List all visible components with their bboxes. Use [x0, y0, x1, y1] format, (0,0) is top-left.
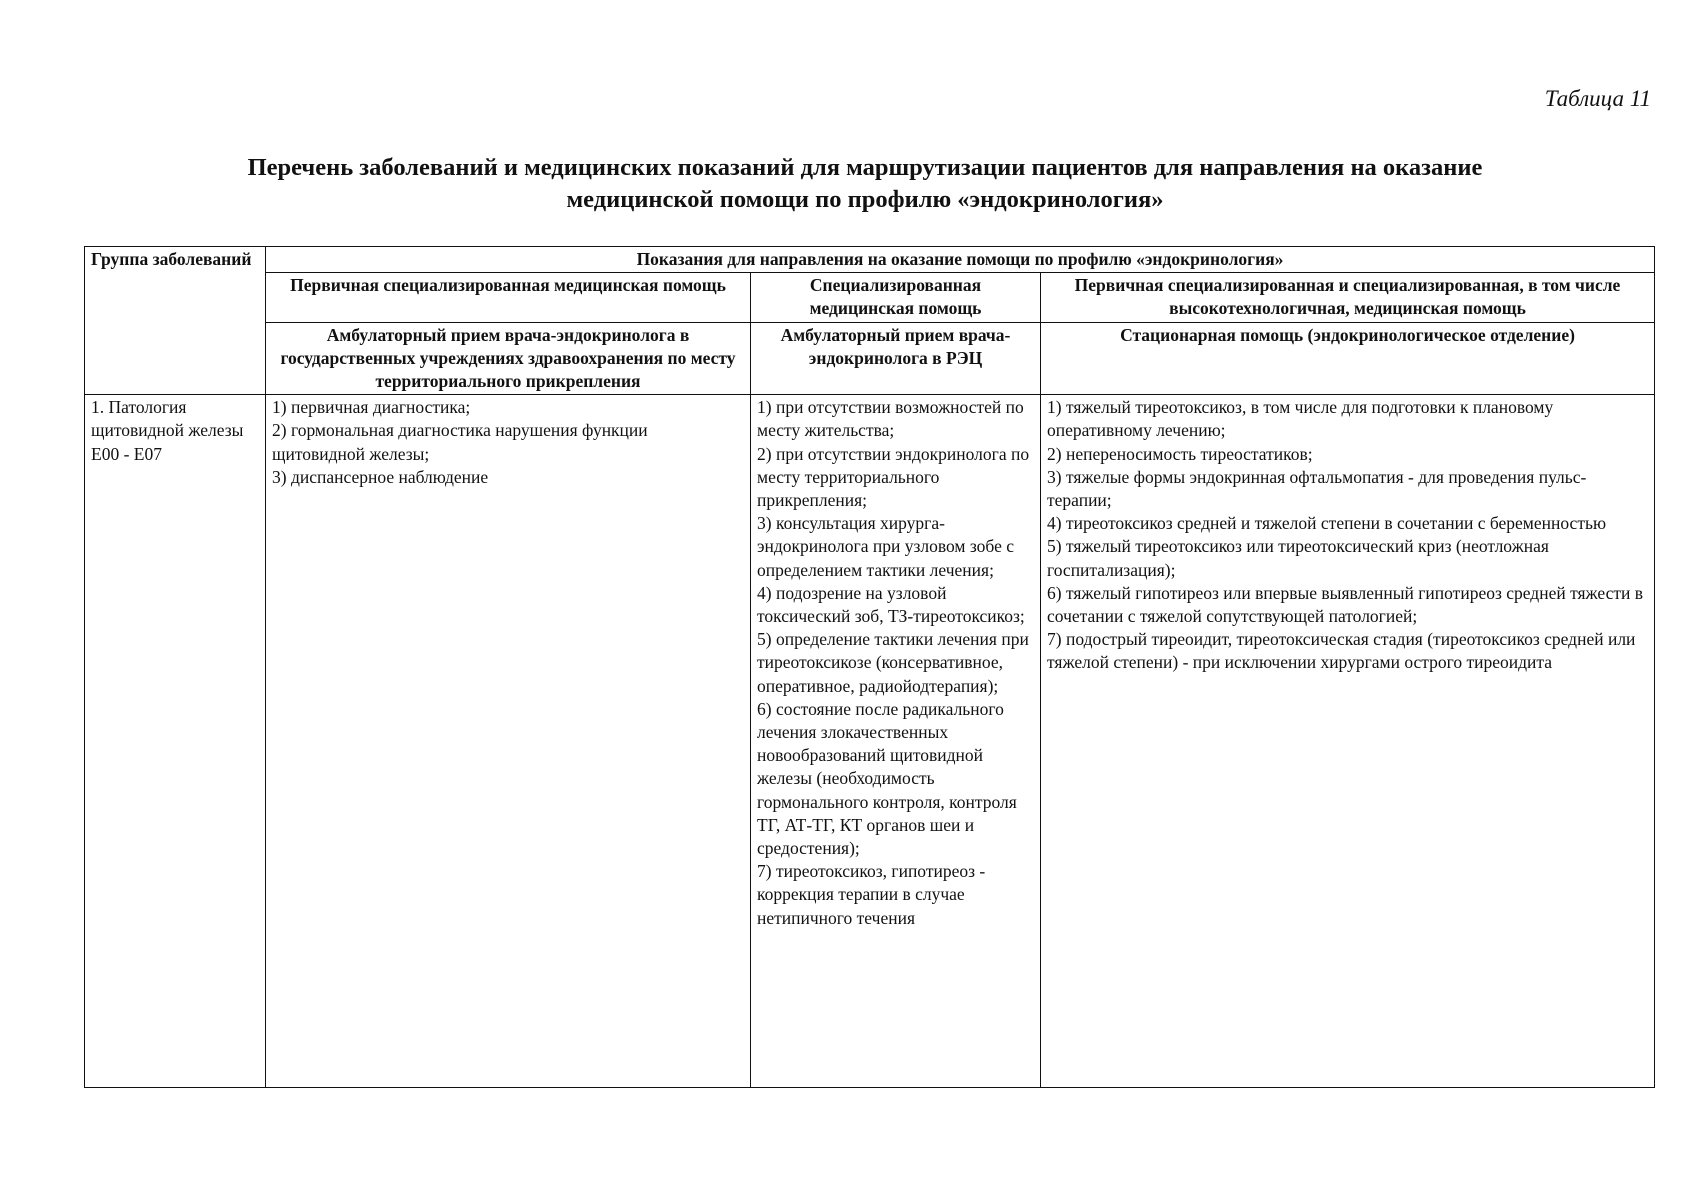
list-item: 6) состояние после радикального лечения злокачественных новообразований щитовидной железы (необходимость гормонального контроля, контроля ТГ, АТ-ТГ, КТ органов шеи и средостения);: [757, 698, 1017, 859]
list-item: 3) тяжелые формы эндокринная офтальмопатия - для проведения пульс-терапии;: [1047, 466, 1587, 511]
document-title: [100, 152, 1630, 216]
list-item: 1) при отсутствии возможностей по месту жительства;: [757, 397, 1024, 441]
header-row-3: [85, 322, 1655, 395]
subheader-specialized: Специализированная медицинская помощь: [751, 273, 1041, 322]
list-item: 2) гормональная диагностика нарушения функции щитовидной железы;: [272, 420, 648, 464]
cell-inpatient: [1041, 395, 1655, 1088]
list-item: 1) тяжелый тиреотоксикоз, в том числе для подготовки к плановому оперативному лечению;: [1047, 397, 1554, 441]
list-item: 2) непереносимость тиреостатиков;: [1047, 443, 1313, 464]
list-item: 5) определение тактики лечения при тиреотоксикозе (консервативное, оперативное, радиойодтерапия);: [757, 629, 1029, 696]
list-item: 2) при отсутствии эндокринолога по месту территориального прикрепления;: [757, 443, 1030, 511]
list-item: 4) подозрение на узловой токсический зоб, ТЗ-тиреотоксикоз;: [757, 582, 1025, 627]
list-item: 7) тиреотоксикоз, гипотиреоз - коррекция терапии в случае нетипичного течения: [757, 861, 986, 928]
title-line-1: Перечень заболеваний и медицинских показаний для маршрутизации пациентов для направления на оказание: [247, 154, 1483, 181]
cell-primary: [266, 395, 751, 1088]
list-item: 6) тяжелый гипотиреоз или впервые выявленный гипотиреоз средней тяжести в сочетании с тяжелой сопутствующей патологией;: [1047, 582, 1644, 627]
list-item: 7) подострый тиреоидит, тиреотоксическая стадия (тиреотоксикоз средней или тяжелой степени) - при исключении хирургами острого тиреоидита: [1047, 629, 1636, 673]
routing-table: [84, 246, 1655, 1088]
subsubheader-ambulatory-rec: Амбулаторный прием врача-эндокринолога в РЭЦ: [751, 322, 1041, 395]
subheader-primary: Первичная специализированная медицинская помощь: [266, 273, 751, 322]
list-item: 3) диспансерное наблюдение: [272, 466, 489, 487]
table-row: [85, 395, 1655, 1088]
subsubheader-inpatient: Стационарная помощь (эндокринологическое отделение): [1041, 322, 1655, 395]
header-group: Группа заболеваний: [85, 247, 266, 395]
header-row-1: [85, 247, 1655, 273]
list-item: 4) тиреотоксикоз средней и тяжелой степени в сочетании с беременностью: [1047, 513, 1607, 534]
header-row-2: [85, 273, 1655, 322]
subsubheader-ambulatory-local: Амбулаторный прием врача-эндокринолога в государственных учреждениях здравоохранения по месту территориального прикрепления: [266, 322, 751, 395]
cell-specialized: [751, 395, 1041, 1088]
subheader-high-tech: Первичная специализированная и специализированная, в том числе высокотехнологичная, медицинская помощь: [1041, 273, 1655, 322]
title-line-2: медицинской помощи по профилю «эндокринология»: [566, 186, 1164, 213]
header-main: Показания для направления на оказание помощи по профилю «эндокринология»: [266, 247, 1655, 273]
list-item: 3) консультация хирурга-эндокринолога при узловом зобе с определением тактики лечения;: [757, 513, 1014, 580]
cell-group: 1. Патология щитовидной железы Е00 - Е07: [85, 395, 266, 1088]
table-caption: Таблица 11: [1544, 86, 1651, 111]
list-item: 1) первичная диагностика;: [272, 397, 471, 418]
list-item: 5) тяжелый тиреотоксикоз или тиреотоксический криз (неотложная госпитализация);: [1047, 536, 1549, 580]
